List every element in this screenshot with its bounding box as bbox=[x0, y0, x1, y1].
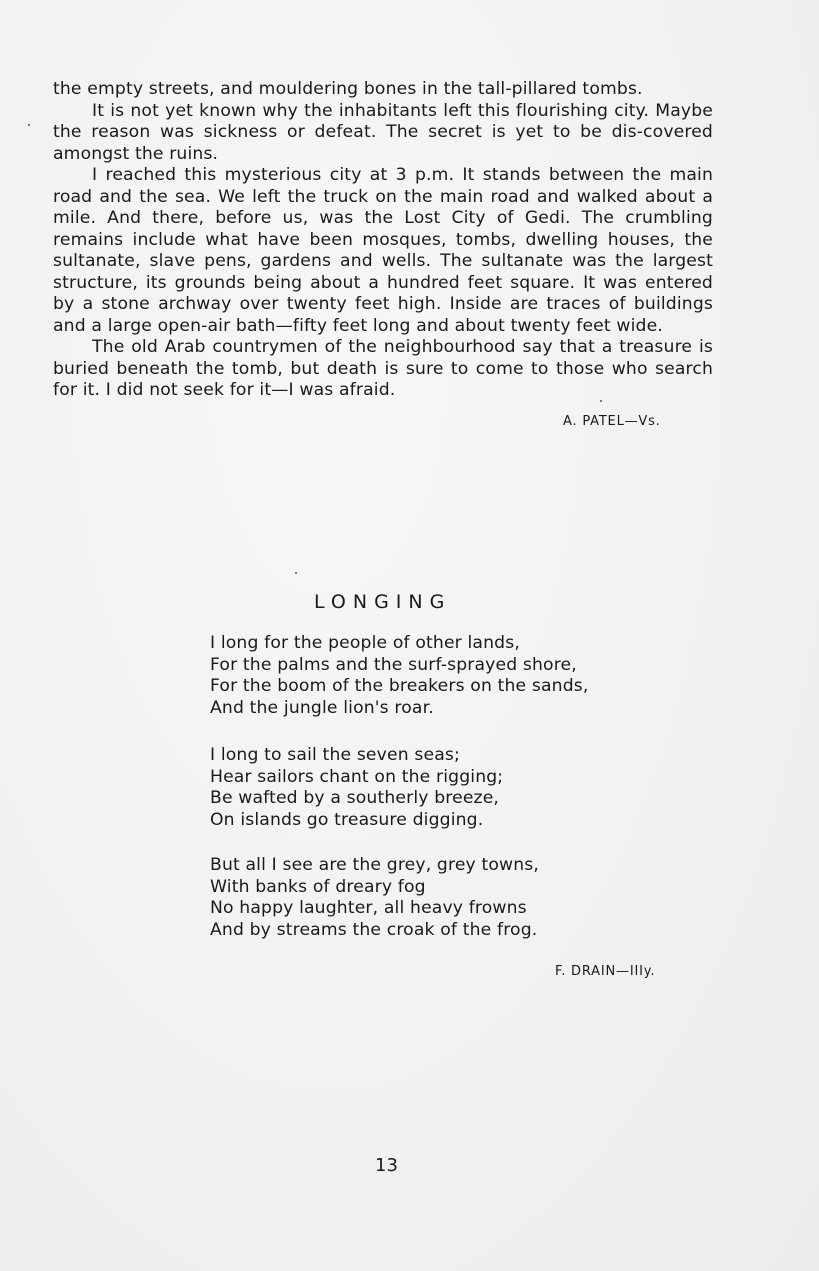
poem-line: For the boom of the breakers on the sands, bbox=[210, 676, 589, 696]
poem-stanza bbox=[210, 633, 589, 719]
poem-line: Hear sailors chant on the rigging; bbox=[210, 766, 504, 787]
poem-line: No happy laughter, all heavy frowns bbox=[210, 898, 527, 918]
paragraph: It is not yet known why the inhabitants left this flourishing city. Maybe the reason was sickness or defeat. The secret is yet to be dis-covered amongst the ruins. bbox=[53, 100, 713, 164]
poem-line: And the jungle lion's roar. bbox=[210, 697, 434, 718]
poem-line: With banks of dreary fog bbox=[210, 876, 426, 897]
poem-title: LONGING bbox=[314, 591, 452, 613]
poem-line: Be wafted by a southerly breeze, bbox=[210, 788, 500, 808]
poem-line: But all I see are the grey, grey towns, bbox=[210, 855, 540, 875]
paper-speck bbox=[28, 124, 30, 126]
page-number: 13 bbox=[375, 1155, 398, 1176]
poem-line: I long for the people of other lands, bbox=[210, 633, 520, 653]
paragraph: the empty streets, and mouldering bones in the tall-pillared tombs. bbox=[53, 79, 643, 99]
poem-line: On islands go treasure digging. bbox=[210, 809, 484, 830]
poem-stanza bbox=[210, 745, 503, 831]
prose-signature: A. PATEL—Vs. bbox=[563, 414, 661, 429]
poem-signature: F. DRAIN—IIIy. bbox=[555, 964, 656, 979]
paragraph: The old Arab countrymen of the neighbourhood say that a treasure is buried beneath the tomb, but death is sure to come to those who search for it. I did not seek for it—I was afraid. bbox=[53, 337, 713, 400]
paragraph: I reached this mysterious city at 3 p.m. It stands between the main road and the sea. We left the truck on the main road and walked about a mile. And there, before us, was the Lost City of Gedi. The crumbling remains include what have been mosques, tombs, dwelling houses, the sultanate, slave pens, gardens and wells. The sultanate was the largest structure, its grounds being about a hundred feet square. It was entered by a stone archway over twenty feet high. Inside are traces of buildings and a large open-air bath—fifty feet long and about twenty feet wide. bbox=[53, 165, 713, 336]
prose-section bbox=[53, 79, 713, 402]
paper-speck bbox=[295, 572, 297, 574]
poem-line: For the palms and the surf-sprayed shore, bbox=[210, 654, 577, 675]
poem-line: And by streams the croak of the frog. bbox=[210, 919, 538, 940]
poem-stanza bbox=[210, 855, 539, 941]
paper-speck bbox=[600, 400, 602, 402]
poem-line: I long to sail the seven seas; bbox=[210, 745, 460, 765]
